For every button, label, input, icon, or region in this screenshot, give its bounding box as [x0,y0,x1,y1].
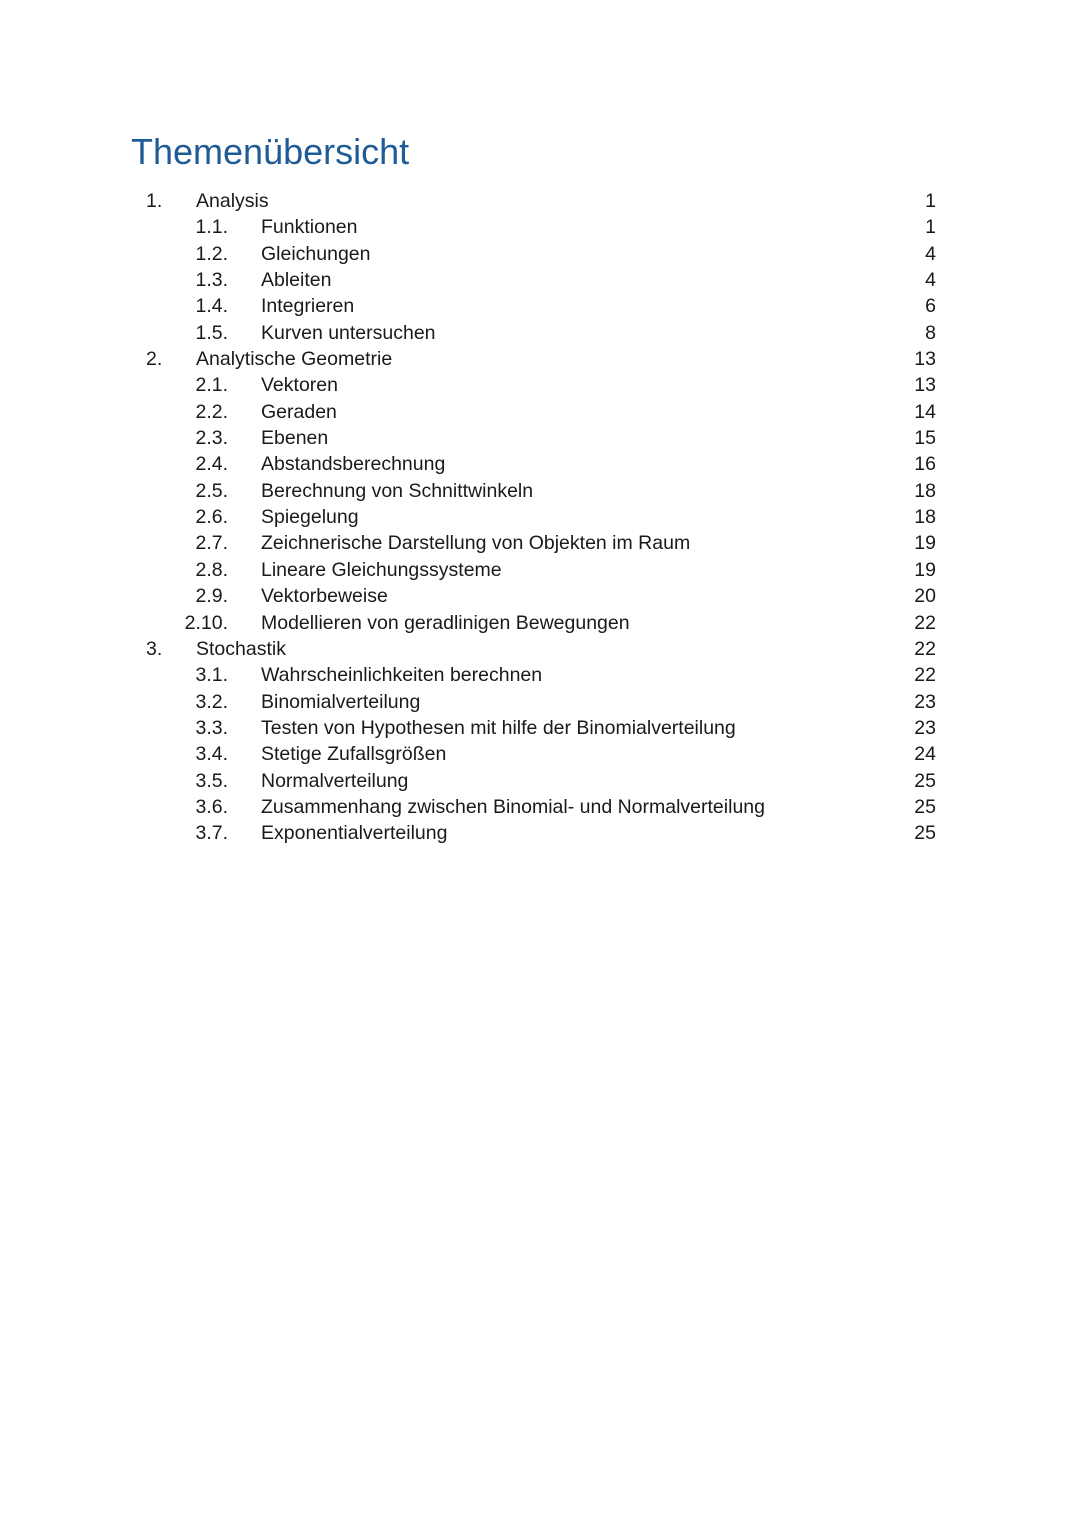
toc-number: 2.3. [195,427,228,450]
toc-number: 2.5. [195,479,228,502]
toc-label: Spiegelung [261,506,359,529]
toc-label: Ebenen [261,427,329,450]
toc-number: 3.1. [195,664,228,687]
toc-section [0,820,1080,846]
toc-label: Analysis [196,190,269,212]
toc-page-number: 1 [925,190,936,212]
toc-label: Analytische Geometrie [196,348,393,371]
toc-page-number: 18 [914,506,936,529]
toc-label: Stochastik [196,637,286,660]
toc-section [0,372,1080,398]
toc-page-number: 22 [914,664,936,687]
toc-number: 1.1. [195,216,228,239]
toc-section [0,530,1080,556]
toc-section [0,768,1080,794]
toc-label: Gleichungen [261,242,371,265]
toc-number: 2.1. [195,374,228,397]
toc-page-number: 20 [914,585,936,608]
toc-page-number: 1 [925,216,936,239]
toc-label: Abstandsberechnung [261,453,446,476]
toc-page-number: 19 [914,532,936,555]
toc-page-number: 6 [925,295,936,318]
toc-number: 2.4. [195,453,228,476]
toc-label: Wahrscheinlichkeiten berechnen [261,664,543,687]
toc-number: 2.2. [195,400,228,423]
toc-label: Kurven untersuchen [261,321,436,344]
toc-page-number: 25 [914,822,936,845]
toc-number: 1. [146,190,163,212]
toc-label: Vektoren [261,374,338,397]
toc-page-number: 16 [914,453,936,476]
toc-page-number: 15 [914,427,936,450]
toc-number: 3.6. [195,795,228,818]
toc-label: Stetige Zufallsgrößen [261,743,447,766]
toc-number: 2.9. [195,585,228,608]
toc-page-number: 19 [914,558,936,581]
toc-label: Normalverteilung [261,769,409,792]
toc-label: Lineare Gleichungssysteme [261,558,502,581]
toc-number: 2.7. [195,532,228,555]
toc-page-number: 25 [914,795,936,818]
toc-label: Zeichnerische Darstellung von Objekten im Raum [261,532,691,555]
toc-page-number: 25 [914,769,936,792]
toc-label: Funktionen [261,216,358,239]
toc-section [0,662,1080,688]
toc-page-number: 24 [914,743,936,766]
toc-number: 2.8. [195,558,228,581]
toc-page-number: 22 [914,611,936,634]
toc-page-number: 22 [914,637,936,660]
toc-page-number: 23 [914,716,936,739]
toc-page-number: 13 [914,374,936,397]
toc-section [0,425,1080,451]
toc-section [0,794,1080,820]
toc-page-number: 4 [925,242,936,265]
toc-label: Integrieren [261,295,355,318]
toc-label: Geraden [261,400,337,423]
table-of-contents [0,188,1080,847]
toc-section [0,478,1080,504]
toc-section [0,320,1080,346]
toc-page-number: 18 [914,479,936,502]
toc-label: Ableiten [261,269,332,292]
toc-section [0,583,1080,609]
toc-section [0,293,1080,319]
toc-number: 1.4. [195,295,228,318]
toc-page-number: 14 [914,400,936,423]
toc-section [0,214,1080,240]
toc-section [0,399,1080,425]
toc-number: 2. [146,348,163,371]
toc-chapter [0,636,1080,662]
toc-number: 2.6. [195,506,228,529]
page-title: Themenübersicht [131,131,410,172]
toc-number: 2.10. [184,611,228,634]
toc-number: 1.2. [195,242,228,265]
toc-number: 3.4. [195,743,228,766]
toc-section [0,741,1080,767]
toc-chapter [0,188,1080,214]
toc-page-number: 23 [914,690,936,713]
toc-number: 3. [146,637,163,660]
toc-section [0,504,1080,530]
toc-label: Exponentialverteilung [261,822,448,845]
toc-label: Berechnung von Schnittwinkeln [261,479,534,502]
toc-section [0,557,1080,583]
toc-number: 1.5. [195,321,228,344]
toc-section [0,610,1080,636]
toc-number: 3.2. [195,690,228,713]
toc-section [0,241,1080,267]
toc-label: Binomialverteilung [261,690,421,713]
toc-label: Testen von Hypothesen mit hilfe der Binomialverteilung [261,716,736,739]
toc-number: 1.3. [195,269,228,292]
toc-number: 3.3. [195,716,228,739]
toc-section [0,689,1080,715]
toc-section [0,715,1080,741]
toc-label: Zusammenhang zwischen Binomial- und Normalverteilung [261,795,765,818]
toc-page-number: 13 [914,348,936,371]
toc-section [0,267,1080,293]
toc-label: Vektorbeweise [261,585,388,608]
toc-page-number: 4 [925,269,936,292]
toc-number: 3.7. [195,822,228,845]
toc-chapter [0,346,1080,372]
toc-number: 3.5. [195,769,228,792]
toc-section [0,451,1080,477]
toc-page-number: 8 [925,321,936,344]
toc-label: Modellieren von geradlinigen Bewegungen [261,611,630,634]
